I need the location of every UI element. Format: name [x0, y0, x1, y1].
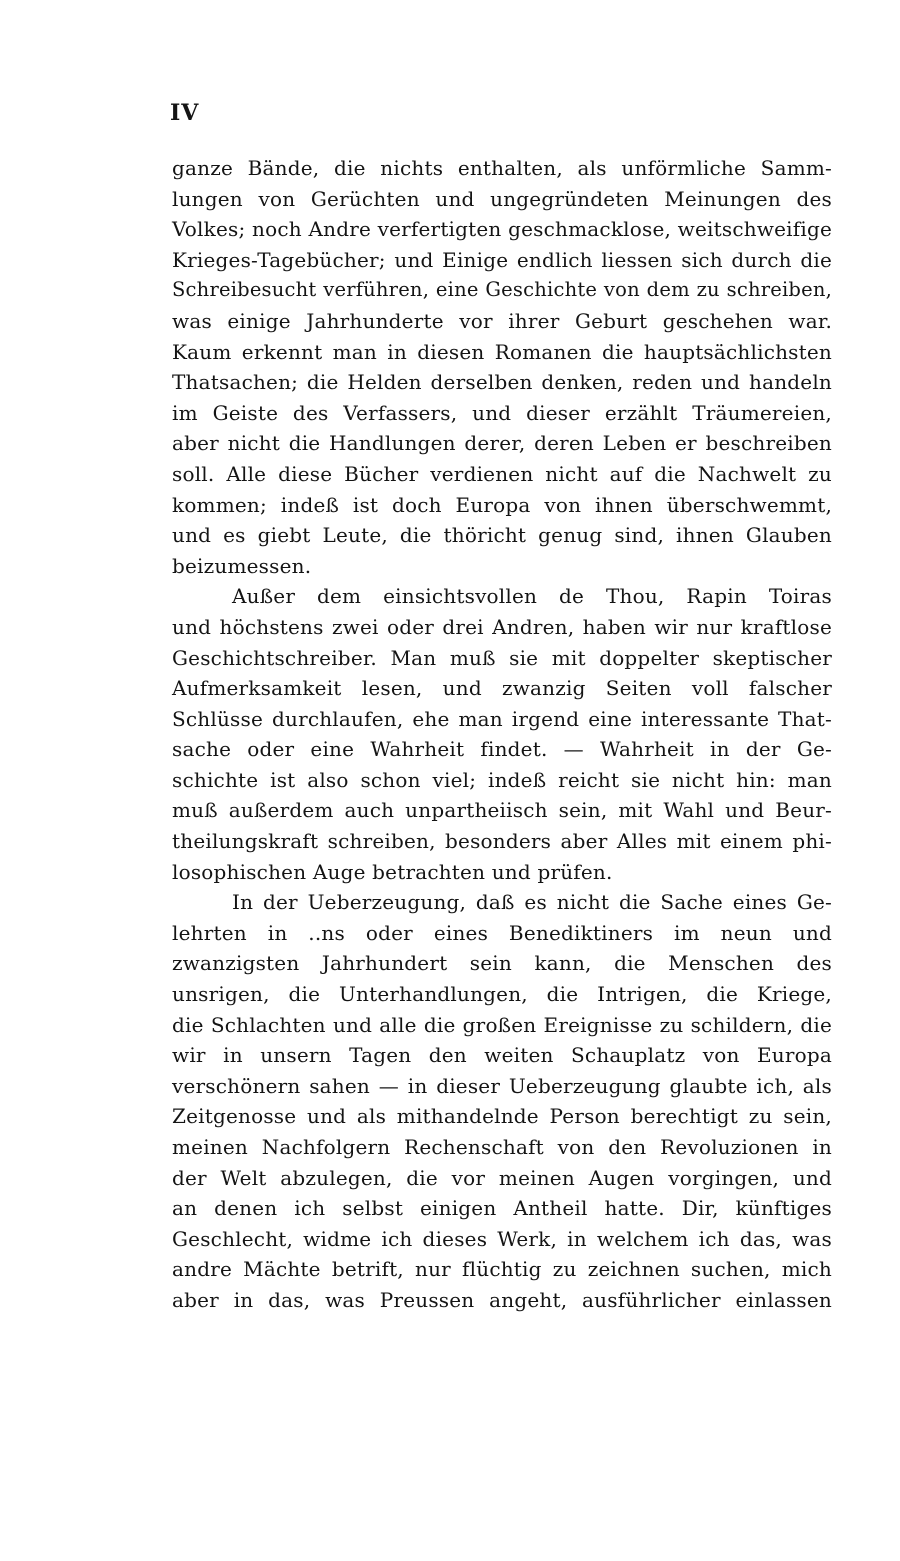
page-number: IV	[170, 100, 200, 126]
text-line: ganze Bände, die nichts enthalten, als unförmliche Samm-	[172, 156, 832, 180]
text-line: Aufmerksamkeit lesen, und zwanzig Seiten voll falscher	[172, 676, 832, 701]
text-line: Zeitgenosse und als mithandelnde Person berechtigt zu sein,	[172, 1104, 832, 1129]
text-line: aber nicht die Handlungen derer, deren Leben er beschreiben	[172, 431, 832, 456]
text-line: Kaum erkennt man in diesen Romanen die hauptsächlichsten	[172, 339, 832, 364]
text-line: was einige Jahrhunderte vor ihrer Geburt geschehen war.	[172, 308, 832, 333]
text-line: schichte ist also schon viel; indeß reicht sie nicht hin: man	[172, 767, 832, 792]
text-line: und höchstens zwei oder drei Andren, haben wir nur kraftlose	[172, 614, 832, 639]
text-line: Geschichtschreiber. Man muß sie mit doppelter skeptischer	[172, 645, 832, 670]
text-line: soll. Alle diese Bücher verdienen nicht auf die Nachwelt zu	[172, 461, 832, 486]
paragraph-3	[172, 887, 832, 1315]
text-line: theilungskraft schreiben, besonders aber Alles mit einem phi-	[172, 829, 832, 854]
text-line: im Geiste des Verfassers, und dieser erzählt Träumereien,	[172, 400, 832, 425]
text-line: und es giebt Leute, die thöricht genug sind, ihnen Glauben	[172, 523, 832, 548]
text-line: Schlüsse durchlaufen, ehe man irgend eine interessante That-	[172, 706, 832, 731]
text-line: lungen von Gerüchten und ungegründeten Meinungen des	[172, 186, 832, 211]
text-line: sache oder eine Wahrheit findet. — Wahrheit in der Ge-	[172, 737, 832, 762]
paragraph-2	[172, 581, 832, 887]
text-line: muß außerdem auch unpartheiisch sein, mit Wahl und Beur-	[172, 798, 832, 823]
text-line: aber in das, was Preussen angeht, ausführlicher einlassen	[172, 1287, 832, 1312]
body-text	[172, 153, 832, 1316]
text-line: beizumessen.	[172, 553, 312, 578]
text-line: Außer dem einsichtsvollen de Thou, Rapin Toiras	[232, 584, 832, 609]
text-line: wir in unsern Tagen den weiten Schauplatz von Europa	[172, 1043, 832, 1068]
text-line: Volkes; noch Andre verfertigten geschmacklose, weitschweifige	[172, 217, 832, 242]
text-line: die Schlachten und alle die großen Ereignisse zu schildern, die	[172, 1012, 832, 1037]
text-line: losophischen Auge betrachten und prüfen.	[172, 859, 613, 884]
text-line: an denen ich selbst einigen Antheil hatte. Dir, künftiges	[172, 1196, 832, 1221]
text-line: der Welt abzulegen, die vor meinen Augen vorgingen, und	[172, 1165, 832, 1190]
text-line: Geschlecht, widme ich dieses Werk, in welchem ich das, was	[172, 1226, 832, 1251]
text-line: lehrten in ..ns oder eines Benediktiners im neun und	[172, 920, 832, 945]
text-line: meinen Nachfolgern Rechenschaft von den Revoluzionen in	[172, 1135, 832, 1159]
text-line: Schreibesucht verführen, eine Geschichte von dem zu schreiben,	[172, 278, 832, 302]
text-line: andre Mächte betrift, nur flüchtig zu zeichnen suchen, mich	[172, 1257, 832, 1282]
text-line: verschönern sahen — in dieser Ueberzeugung glaubte ich, als	[172, 1073, 832, 1098]
paragraph-1	[172, 153, 832, 581]
text-line: kommen; indeß ist doch Europa von ihnen überschwemmt,	[172, 492, 832, 517]
text-line: unsrigen, die Unterhandlungen, die Intrigen, die Kriege,	[172, 982, 832, 1007]
text-line: In der Ueberzeugung, daß es nicht die Sache eines Ge-	[232, 890, 832, 915]
text-line: Thatsachen; die Helden derselben denken, reden und handeln	[172, 370, 832, 395]
text-line: Krieges-Tagebücher; und Einige endlich liessen sich durch die	[172, 247, 832, 272]
text-line: zwanzigsten Jahrhundert sein kann, die Menschen des	[172, 951, 832, 976]
